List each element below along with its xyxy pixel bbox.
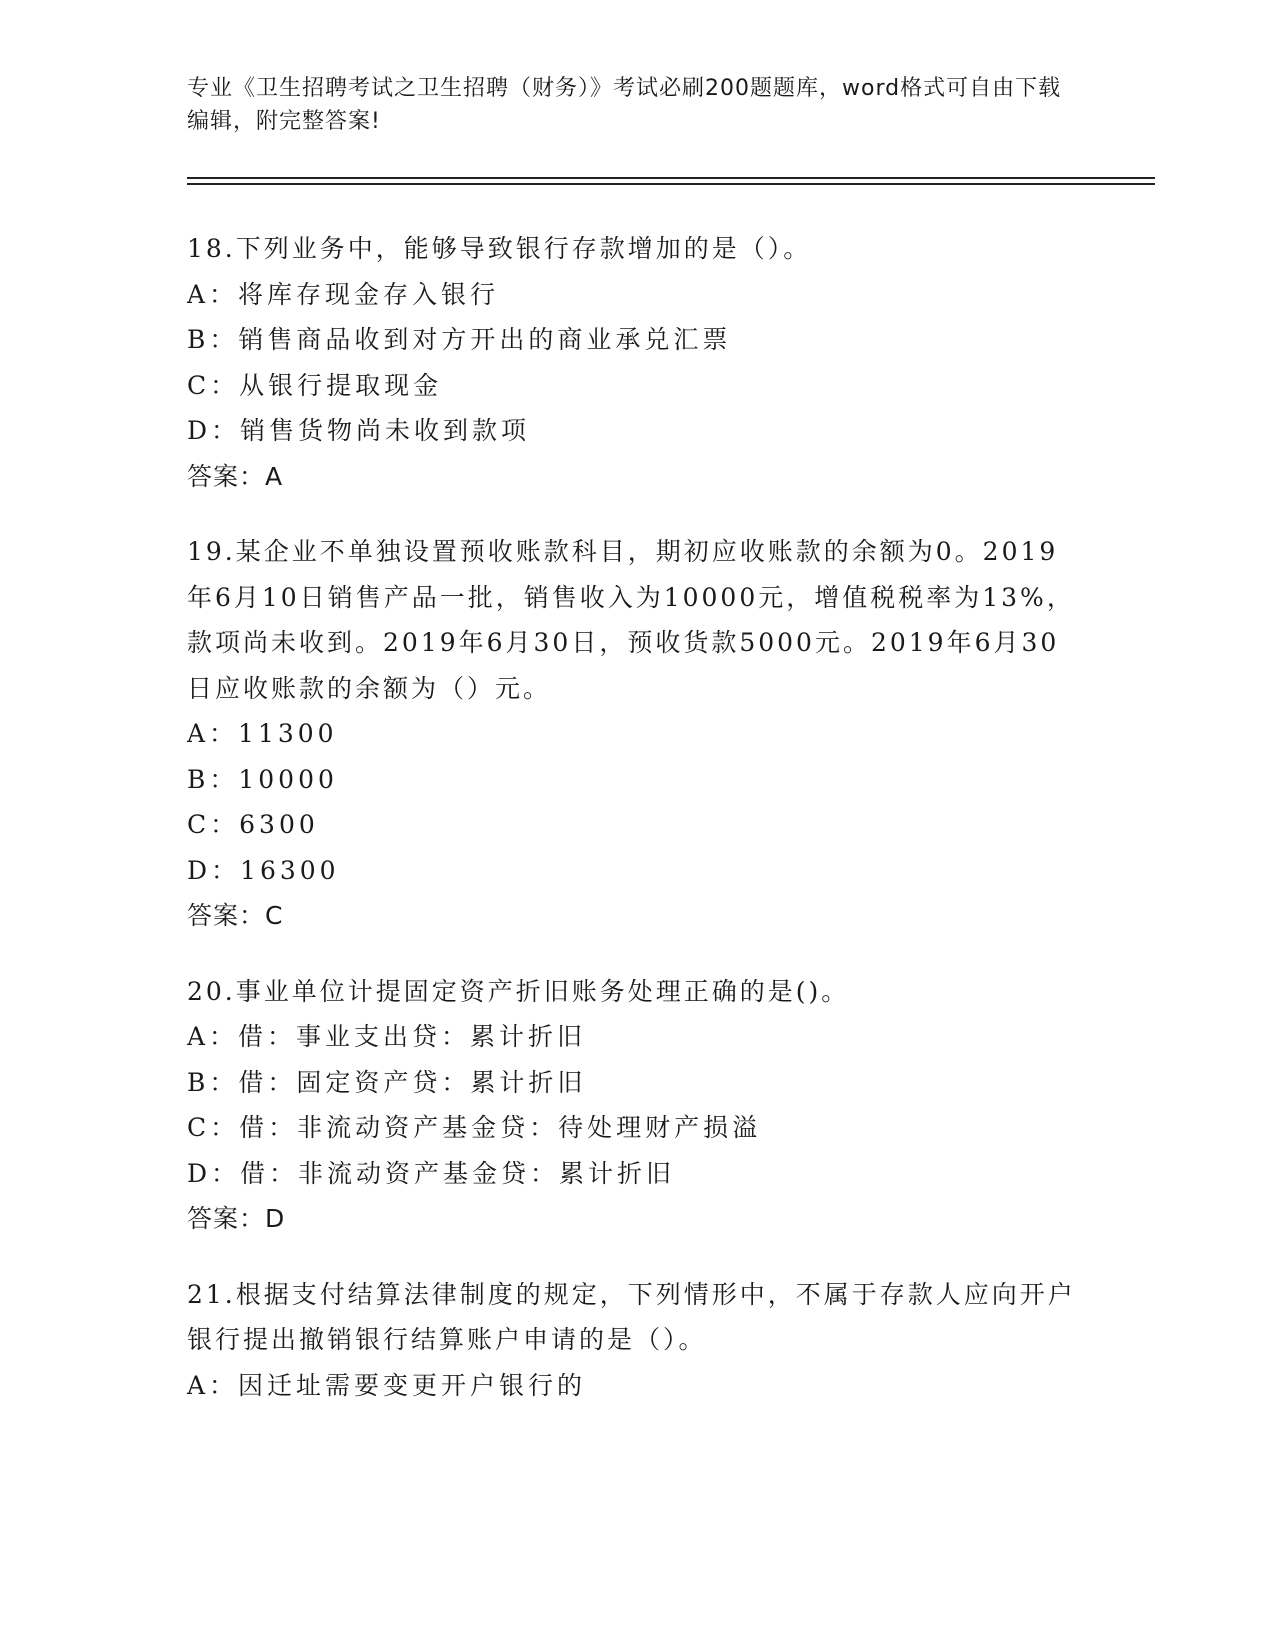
question-20 [187,969,1077,1242]
question-19 [187,529,1077,939]
answer: 答案：A [187,461,284,491]
question-stem: 18.下列业务中，能够导致银行存款增加的是（）。 [187,234,812,263]
option-c: C：借：非流动资产基金贷：待处理财产损溢 [187,1113,762,1142]
option-c: C：从银行提取现金 [187,370,443,400]
option-a: A：因迁址需要变更开户银行的 [187,1370,587,1400]
document-header: 专业《卫生招聘考试之卫生招聘（财务）》考试必刷200题题库，word格式可自由下载编辑，附完整答案! [187,76,1062,134]
option-a: A：将库存现金存入银行 [187,279,500,309]
question-stem: 19.某企业不单独设置预收账款科目，期初应收账款的余额为0。2019年6月10日销售产品一批，销售收入为10000元，增值税税率为13%，款项尚未收到。2019年6月30日，预收货款5000元。2019年6月30日应收账款的余额为（）元。 [187,537,1075,703]
question-21 [187,1272,1077,1409]
header-rule-bottom [187,183,1155,185]
question-18 [187,226,1077,499]
question-stem: 21.根据支付结算法律制度的规定，下列情形中，不属于存款人应向开户银行提出撤销银行结算账户申请的是（）。 [187,1279,1076,1354]
option-d: D：16300 [187,855,340,885]
option-a: A：借：事业支出贷：累计折旧 [187,1022,587,1051]
option-d: D：销售货物尚未收到款项 [187,416,531,445]
option-c: C：6300 [187,810,319,839]
option-a: A：11300 [187,719,338,748]
question-list [187,226,1077,1438]
option-d: D：借：非流动资产基金贷：累计折旧 [187,1158,676,1188]
answer: 答案：D [187,1204,286,1233]
question-stem: 20.事业单位计提固定资产折旧账务处理正确的是()。 [187,976,850,1006]
option-b: B：销售商品收到对方开出的商业承兑汇票 [187,325,732,354]
header-rule-top [187,177,1155,179]
option-b: B：借：固定资产贷：累计折旧 [187,1067,587,1097]
option-b: B：10000 [187,764,338,794]
answer: 答案：C [187,901,284,930]
